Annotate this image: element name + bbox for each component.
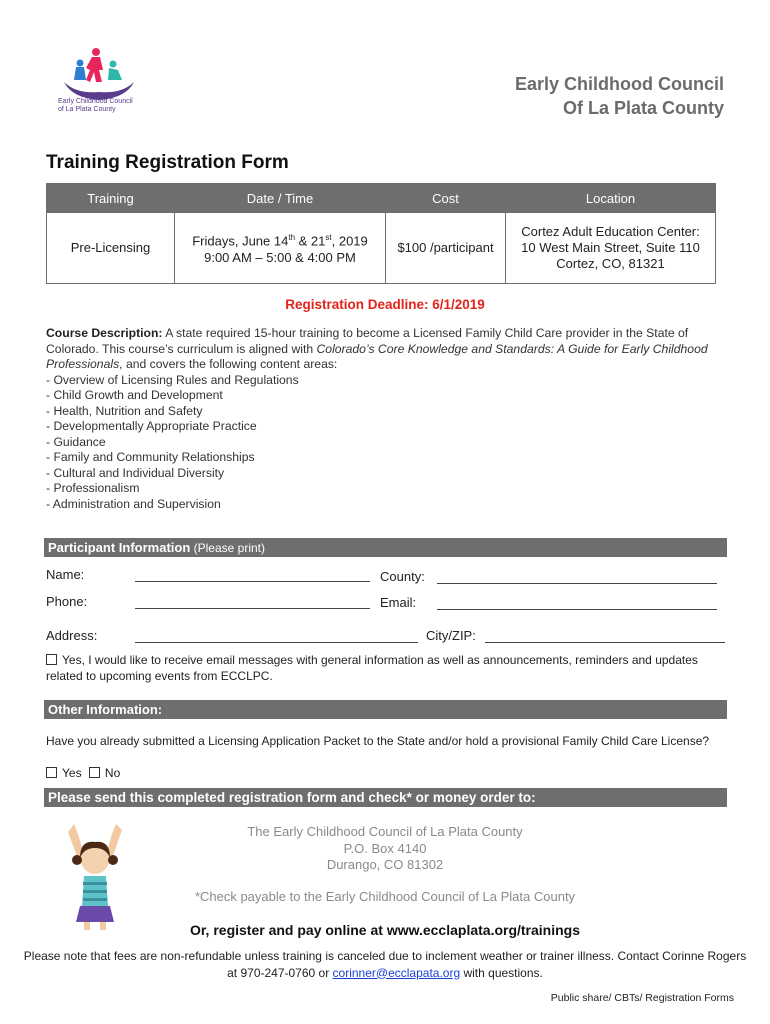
send-title: Please send this completed registration form and check* or money order to:: [48, 790, 536, 805]
online-registration: Or, register and pay online at www.ecclaplata.org/trainings: [189, 922, 581, 938]
header-training: Training: [47, 184, 175, 213]
county-label: County:: [380, 569, 425, 584]
training-table: [46, 183, 716, 284]
other-info-header: [44, 700, 727, 719]
location-line-1: Cortez Adult Education Center:: [521, 224, 700, 239]
list-item: - Health, Nutrition and Safety: [46, 403, 203, 418]
list-item: - Family and Community Relationships: [46, 450, 255, 464]
course-intro: Course Description: A state required 15-hour training to become a Licensed Family Child Care provider in the State of Colorado. This course’s curriculum is aligned with Colorado’s Core Knowledge and Standards: A Guide for Early Childhood Professionals, and covers the following content areas:: [46, 326, 708, 371]
registration-deadline: Registration Deadline: 6/1/2019: [285, 297, 485, 312]
list-item: - Professionalism: [46, 481, 140, 495]
send-header: [44, 788, 727, 807]
city-zip-field[interactable]: [485, 642, 725, 643]
date-line-2: 9:00 AM – 5:00 & 4:00 PM: [204, 249, 356, 265]
header-cost: Cost: [386, 184, 506, 213]
council-name-line-2: Of La Plata County: [562, 98, 724, 118]
participant-info-subtitle: (Please print): [190, 541, 265, 555]
cell-cost: $100 /participant: [386, 213, 506, 284]
logo-caption-line-1: Early Childhood Council: [58, 98, 133, 105]
address-label: Address:: [46, 628, 98, 643]
council-name-line-1: Early Childhood Council: [514, 74, 724, 94]
participant-info-title: Participant Information: [48, 540, 191, 555]
refund-note: Please note that fees are non-refundable unless training is canceled due to inclement weather or trainer illness. Contact Corinne Rogers at 970-247-0760 or corinner@ecclapata.org with questions.: [23, 949, 747, 980]
cell-date-time: [175, 213, 386, 284]
course-lead: Course Description:: [46, 326, 163, 340]
logo-caption-line-2: of La Plata County: [58, 106, 116, 113]
course-description: [46, 326, 726, 512]
county-field[interactable]: [437, 583, 717, 584]
yes-label: Yes: [62, 766, 82, 780]
table-header-row: [47, 184, 716, 213]
city-zip-label: City/ZIP:: [426, 628, 476, 643]
mailing-address-line-3: Durango, CO 81302: [326, 857, 444, 872]
list-item: - Cultural and Individual Diversity: [46, 465, 225, 480]
cell-training: Pre-Licensing: [47, 213, 175, 284]
location-line-2: 10 West Main Street, Suite 110: [521, 240, 700, 255]
mailing-address-line-2: P.O. Box 4140: [343, 840, 427, 856]
email-optin-checkbox[interactable]: [46, 654, 57, 665]
content-areas-list: [46, 373, 726, 513]
cell-location: [506, 213, 716, 284]
no-label: No: [104, 766, 121, 780]
other-info-title: Other Information:: [48, 702, 163, 717]
location-line-3: Cortez, CO, 81321: [556, 256, 665, 271]
list-item: - Administration and Supervision: [46, 496, 221, 511]
yes-checkbox[interactable]: [46, 767, 57, 778]
email-field[interactable]: [437, 609, 717, 610]
curriculum-title: Colorado’s Core Knowledge and Standards: A Guide for Early Childhood Professionals: [46, 341, 708, 371]
packet-question: Have you already submitted a Licensing Application Packet to the State and/or hold a provisional Family Child Care License?: [46, 734, 710, 748]
email-optin-text: Yes, I would like to receive email messages with general information as well as announcements, reminders and updates related to upcoming events from ECCLPC.: [46, 653, 698, 683]
email-optin: [46, 652, 726, 684]
table-row: [47, 213, 716, 284]
list-item: - Overview of Licensing Rules and Regulations: [46, 372, 299, 387]
address-field[interactable]: [135, 642, 418, 643]
list-item: - Developmentally Appropriate Practice: [46, 419, 257, 433]
date-line-1: Fridays, June 14th & 21st, 2019: [192, 233, 368, 249]
no-checkbox[interactable]: [89, 767, 100, 778]
header-date-time: Date / Time: [175, 184, 386, 213]
header-location: Location: [506, 184, 716, 213]
mailing-address-line-1: The Early Childhood Council of La Plata County: [247, 824, 523, 839]
phone-field[interactable]: [135, 608, 370, 609]
list-item: - Child Growth and Development: [46, 388, 223, 402]
email-label: Email:: [380, 595, 417, 610]
council-name: [515, 72, 724, 120]
name-field[interactable]: [135, 581, 370, 582]
phone-label: Phone:: [46, 594, 88, 609]
list-item: - Guidance: [46, 434, 106, 449]
name-label: Name:: [46, 567, 85, 582]
packet-answer-options: [46, 765, 120, 781]
form-title: Training Registration Form: [46, 152, 289, 173]
logo-caption: [58, 98, 133, 114]
participant-info-header: [44, 538, 727, 557]
mailing-address: [0, 824, 770, 874]
check-payable-note: *Check payable to the Early Childhood Council of La Plata County: [194, 889, 576, 904]
footer-path: Public share/ CBTs/ Registration Forms: [550, 992, 734, 1004]
contact-email-link[interactable]: corinner@ecclapata.org: [332, 965, 461, 980]
